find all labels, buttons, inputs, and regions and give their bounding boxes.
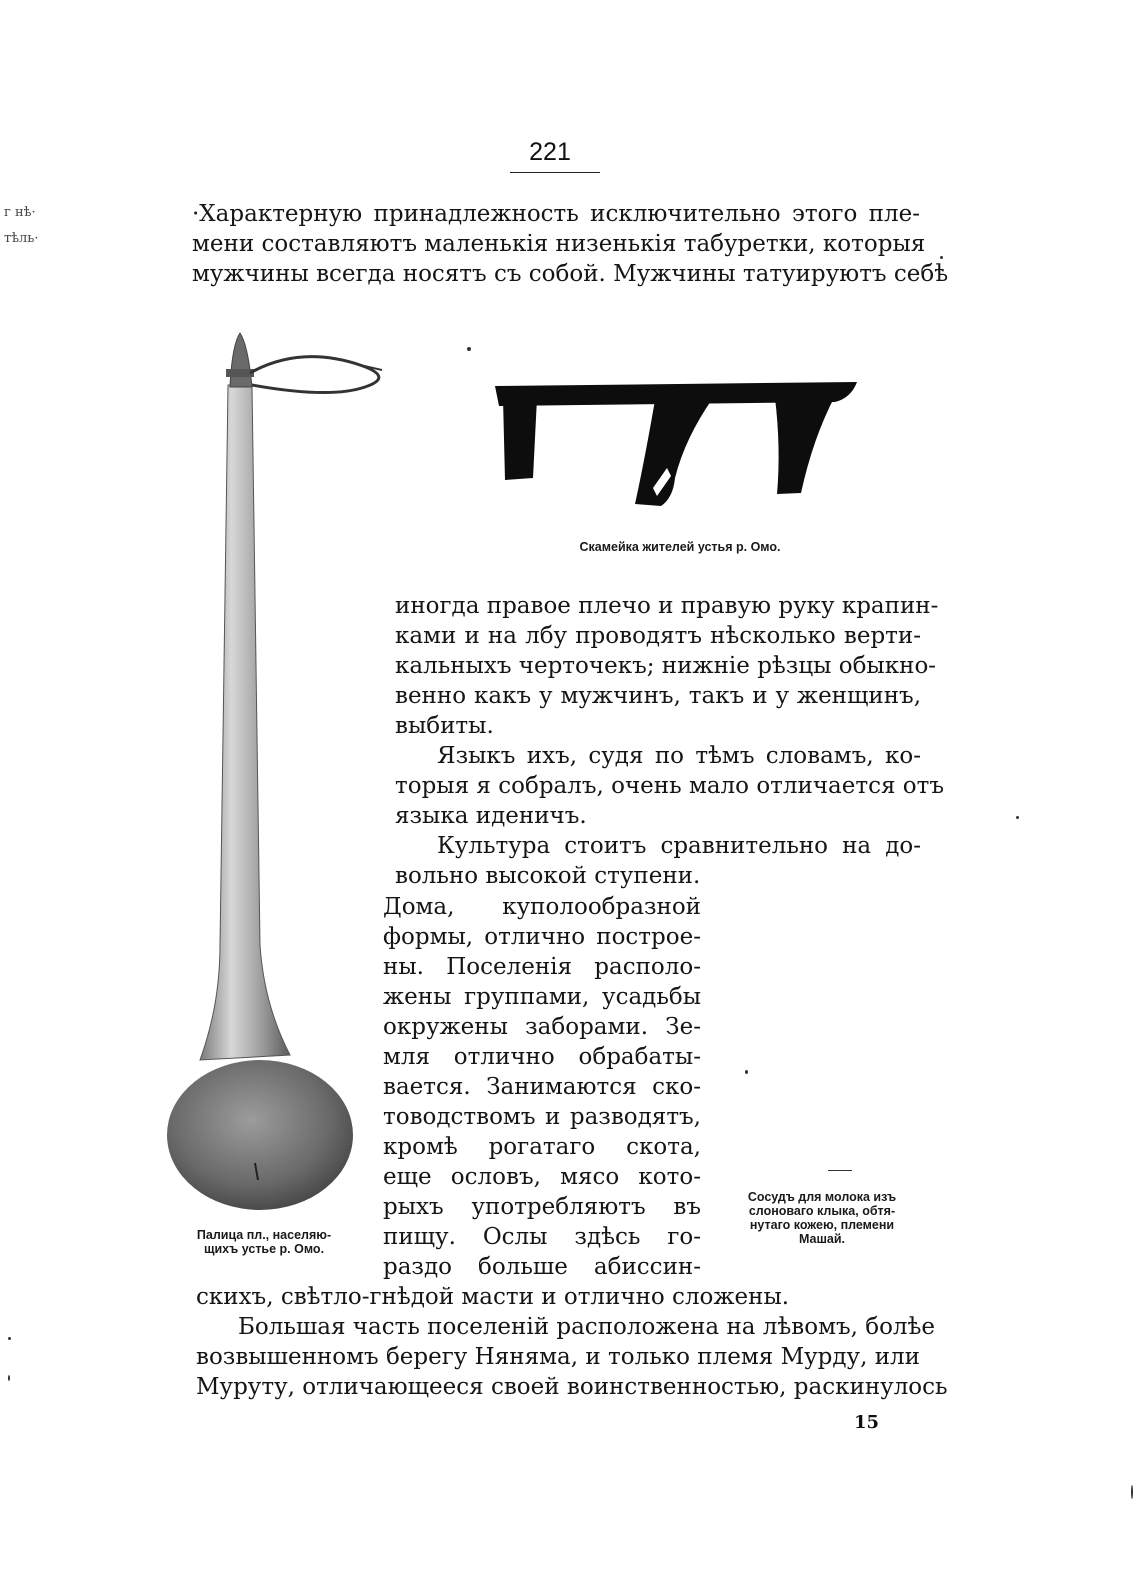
vessel-caption-rule	[828, 1170, 852, 1171]
text-line: кромѣ рогатаго скота,	[383, 1134, 701, 1160]
text-line: мужчины всегда носятъ съ собой. Мужчины татуируютъ себѣ	[192, 261, 949, 287]
text-line: ками и на лбу проводятъ нѣсколько верти-	[395, 623, 921, 649]
margin-fragment: г нѣ·	[4, 205, 36, 220]
middle-text-block	[395, 591, 944, 891]
scan-speck	[745, 1070, 748, 1074]
text-line: Большая часть поселеній расположена на лѣвомъ, болѣе	[238, 1314, 936, 1340]
text-line: скихъ, свѣтло-гнѣдой масти и отлично сложены.	[196, 1284, 790, 1310]
closing-paragraph	[196, 1282, 948, 1402]
text-line: вается. Занимаются ско-	[383, 1074, 701, 1100]
text-line: пищу. Ослы здѣсь го-	[383, 1224, 701, 1250]
scan-speck	[8, 1337, 11, 1340]
text-line: иногда правое плечо и правую руку крапин-	[395, 593, 939, 619]
stool-illustration	[485, 368, 865, 513]
text-line: раздо больше абиссин-	[383, 1254, 701, 1280]
intro-paragraph	[192, 199, 949, 289]
text-line: Языкъ ихъ, судя по тѣмъ словамъ, ко-	[437, 743, 921, 769]
scan-speck	[467, 347, 471, 351]
text-line: возвышенномъ берегу Няняма, и только племя Мурду, или	[196, 1344, 920, 1370]
text-line: кальныхъ черточекъ; нижніе рѣзцы обыкно-	[395, 653, 937, 679]
scan-speck	[1016, 816, 1019, 819]
text-line: Дома, куполообразной	[383, 894, 701, 920]
text-line: Муруту, отличающееся своей воинственностью, раскинулось	[196, 1374, 948, 1400]
text-line: выбиты.	[395, 713, 494, 739]
text-line: рыхъ употребляютъ въ	[383, 1194, 701, 1220]
text-line: еще ословъ, мясо кото-	[383, 1164, 701, 1190]
margin-fragments	[4, 200, 39, 252]
scan-speck	[1131, 1485, 1133, 1499]
text-line: торыя я собралъ, очень мало отличается отъ	[395, 773, 944, 799]
vessel-caption: Сосудъ для молока изъ слоноваго клыка, обтя- нутаго кожею, племени Машай.	[747, 1190, 897, 1246]
text-line: мля отлично обрабаты-	[383, 1044, 701, 1070]
page-number: 221	[529, 138, 571, 166]
margin-fragment: тѣль·	[4, 231, 39, 246]
text-line: жены группами, усадьбы	[383, 984, 701, 1010]
text-line: Культура стоитъ сравнительно на до-	[437, 833, 921, 859]
text-line: окружены заборами. Зе-	[383, 1014, 701, 1040]
club-caption: Палица пл., населяю- щихъ устье р. Омо.	[196, 1228, 332, 1256]
text-line: ·Характерную принадлежность исключительно этого пле-	[192, 201, 920, 227]
scan-speck	[8, 1375, 10, 1381]
text-line: мени составляютъ маленькія низенькія табуретки, которыя	[192, 231, 926, 257]
stool-caption: Скамейка жителей устья р. Омо.	[579, 540, 781, 554]
text-line: ны. Поселенія располо-	[383, 954, 701, 980]
text-line: товодствомъ и разводятъ,	[383, 1104, 701, 1130]
club-illustration	[160, 325, 400, 1220]
signature-number: 15	[854, 1412, 880, 1433]
text-line: формы, отлично построе-	[383, 924, 701, 950]
scan-speck	[940, 256, 943, 259]
narrow-text-block	[383, 892, 701, 1282]
text-line: языка иденичъ.	[395, 803, 587, 829]
text-line: венно какъ у мужчинъ, такъ и у женщинъ,	[395, 683, 921, 709]
text-line: вольно высокой ступени.	[395, 863, 701, 889]
header-rule	[510, 172, 600, 173]
